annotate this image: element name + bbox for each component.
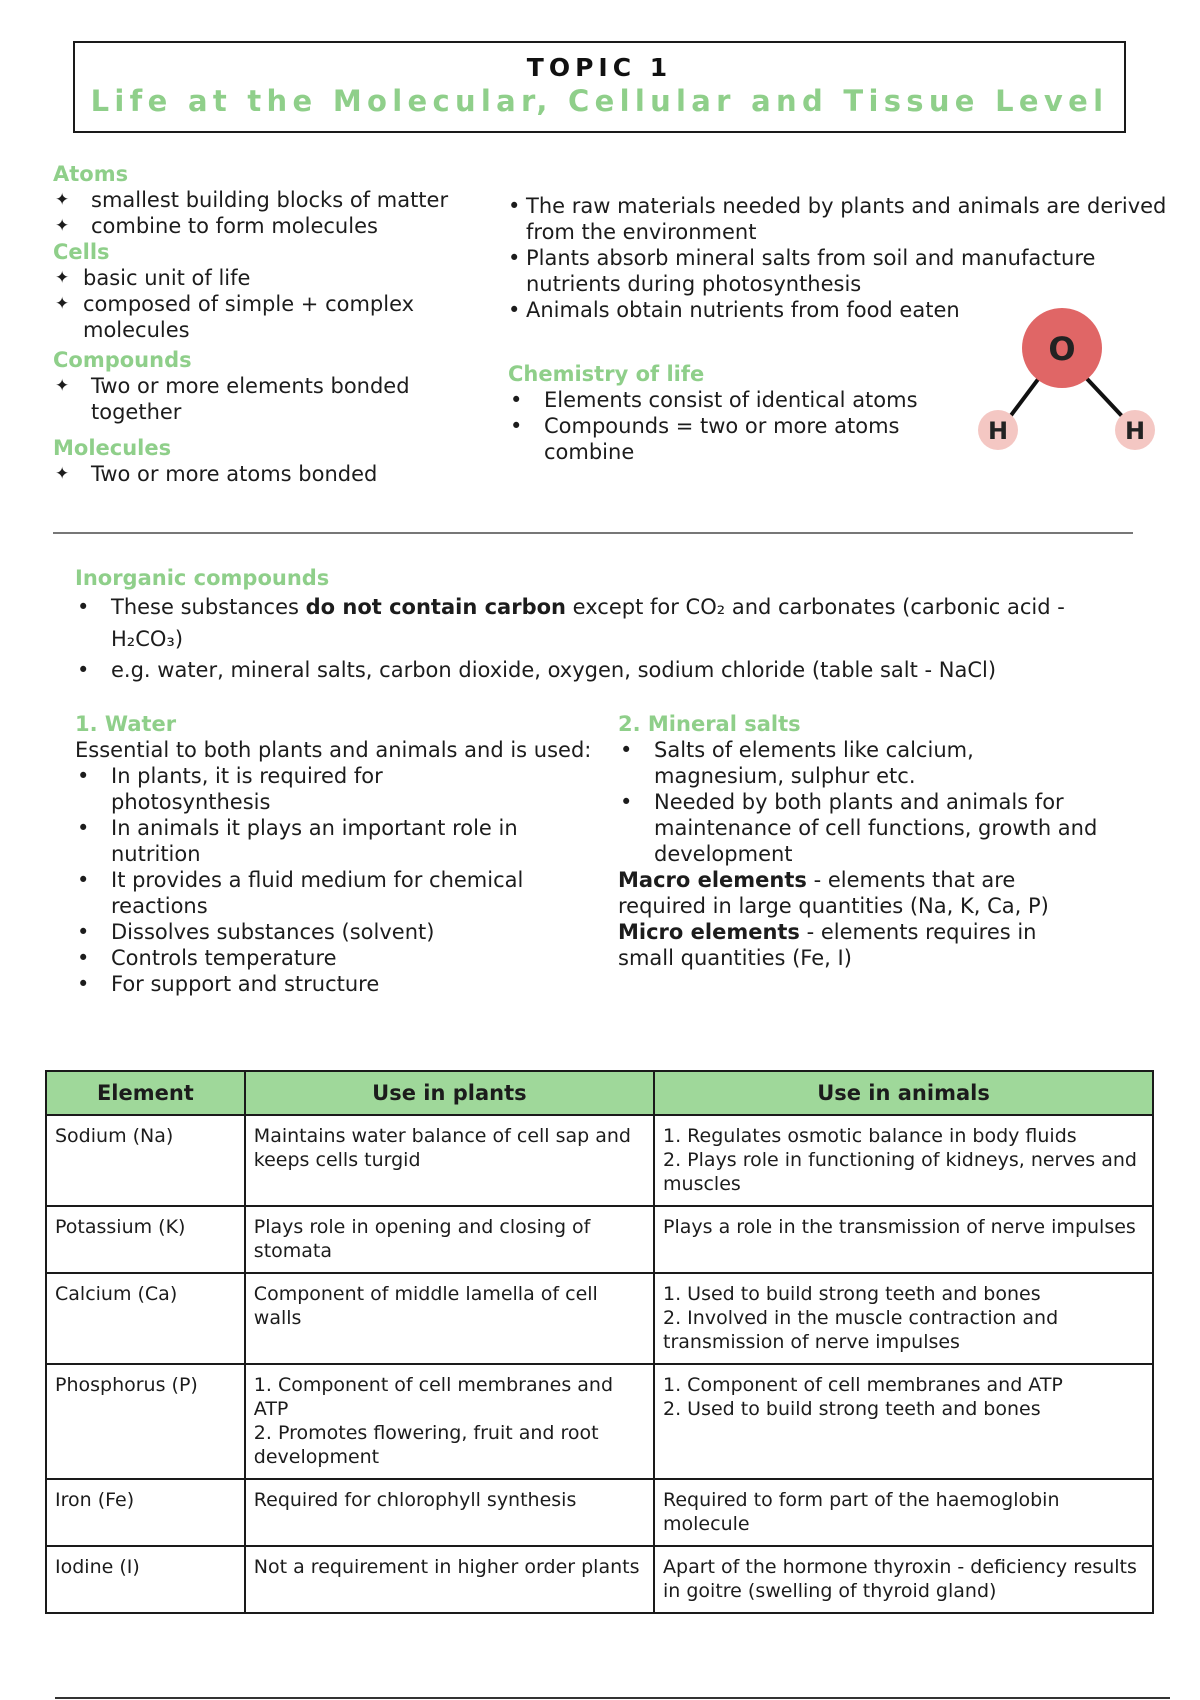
inorganic-list — [75, 591, 1115, 683]
water-list — [75, 763, 595, 997]
table-cell: Potassium (K) — [46, 1206, 245, 1273]
water-section — [75, 711, 595, 997]
table-cell: 1. Regulates osmotic balance in body fluids 2. Plays role in functioning of kidneys, nerves and muscles — [654, 1115, 1153, 1206]
chemistry-of-life — [508, 361, 978, 465]
atoms-heading: Atoms — [53, 162, 129, 186]
list-item: • Compounds = two or more atoms combine — [510, 414, 900, 464]
water-heading: 1. Water — [75, 712, 177, 736]
bottom-divider — [55, 1697, 1170, 1699]
section-divider — [53, 532, 1133, 534]
water-molecule-diagram — [970, 300, 1170, 460]
table-cell: 1. Component of cell membranes and ATP 2. Used to build strong teeth and bones — [654, 1364, 1153, 1479]
list-item: • Elements consist of identical atoms — [510, 388, 918, 412]
molecules-list — [53, 461, 503, 487]
list-item: ✦ smallest building blocks of matter — [55, 188, 449, 212]
star-bullet-icon: ✦ — [55, 376, 70, 396]
hydrogen-label-left: H — [987, 417, 1009, 445]
table-cell: Calcium (Ca) — [46, 1273, 245, 1364]
page-title: Life at the Molecular, Cellular and Tissue Level — [90, 84, 1109, 118]
title-box — [73, 41, 1126, 133]
micro-elements-note: Micro elements - elements requires in small quantities (Fe, I) — [618, 920, 1037, 970]
list-item: • Dissolves substances (solvent) — [77, 920, 435, 944]
macro-elements-note: Macro elements - elements that are required in large quantities (Na, K, Ca, P) — [618, 868, 1049, 918]
compounds-list — [53, 373, 503, 425]
minerals-list — [618, 737, 1118, 867]
table-cell: Apart of the hormone thyroxin - deficiency results in goitre (swelling of thyroid gland) — [654, 1546, 1153, 1613]
table-cell: Not a requirement in higher order plants — [245, 1546, 654, 1613]
hydrogen-label-right: H — [1124, 417, 1146, 445]
table-row — [46, 1479, 1153, 1546]
table-row — [46, 1546, 1153, 1613]
list-item: ✦ Two or more atoms bonded — [55, 462, 378, 486]
list-item: • In plants, it is required for photosynthesis — [77, 764, 383, 814]
emphasis-text: do not contain carbon — [305, 595, 566, 619]
star-bullet-icon: ✦ — [55, 294, 70, 314]
list-item: ✦ composed of simple + complex molecules — [55, 292, 415, 342]
column-header: Element — [46, 1071, 245, 1115]
table-row — [46, 1273, 1153, 1364]
micro-label: Micro elements — [618, 920, 800, 944]
table-row — [46, 1115, 1153, 1206]
table-cell: Required to form part of the haemoglobin molecule — [654, 1479, 1153, 1546]
list-item: • e.g. water, mineral salts, carbon dioxide, oxygen, sodium chloride (table salt - NaCl) — [77, 658, 997, 682]
list-item: • Plants absorb mineral salts from soil and manufacture nutrients during photosynthesis — [508, 246, 1096, 296]
list-item: ✦ combine to form molecules — [55, 214, 378, 238]
inorganic-heading: Inorganic compounds — [75, 566, 330, 590]
list-item: • These substances do not contain carbon except for CO₂ and carbonates (carbonic acid - H₂CO₃) — [77, 595, 1065, 651]
chemistry-heading: Chemistry of life — [508, 362, 705, 386]
list-item: ✦ Two or more elements bonded together — [55, 374, 410, 424]
inorganic-compounds — [75, 565, 1115, 683]
oxygen-label: O — [1048, 330, 1076, 368]
table-row — [46, 1364, 1153, 1479]
table-cell: Maintains water balance of cell sap and keeps cells turgid — [245, 1115, 654, 1206]
water-intro: Essential to both plants and animals and is used: — [75, 738, 592, 762]
column-header: Use in animals — [654, 1071, 1153, 1115]
table-cell: Component of middle lamella of cell walls — [245, 1273, 654, 1364]
list-item: • Needed by both plants and animals for maintenance of cell functions, growth and development — [620, 790, 1098, 866]
list-item: • For support and structure — [77, 972, 380, 996]
list-item: • It provides a fluid medium for chemical reactions — [77, 868, 524, 918]
table-cell: Plays role in opening and closing of stomata — [245, 1206, 654, 1273]
minerals-heading: 2. Mineral salts — [618, 712, 801, 736]
elements-table — [45, 1070, 1154, 1614]
table-cell: Iron (Fe) — [46, 1479, 245, 1546]
list-item: • Controls temperature — [77, 946, 337, 970]
star-bullet-icon: ✦ — [55, 190, 70, 210]
star-bullet-icon: ✦ — [55, 216, 70, 236]
star-bullet-icon: ✦ — [55, 464, 70, 484]
list-item: • In animals it plays an important role in nutrition — [77, 816, 518, 866]
cells-list — [53, 265, 503, 343]
table-cell: Plays a role in the transmission of nerve impulses — [654, 1206, 1153, 1273]
table-cell: Required for chlorophyll synthesis — [245, 1479, 654, 1546]
mineral-salts-section — [618, 711, 1118, 971]
table-cell: Sodium (Na) — [46, 1115, 245, 1206]
macro-label: Macro elements — [618, 868, 807, 892]
cells-heading: Cells — [53, 240, 110, 264]
topic-label: TOPIC 1 — [526, 53, 673, 82]
list-item: • Salts of elements like calcium, magnesium, sulphur etc. — [620, 738, 974, 788]
atoms-list — [53, 187, 503, 239]
left-definitions — [53, 161, 503, 487]
table-row — [46, 1206, 1153, 1273]
list-item: • The raw materials needed by plants and animals are derived from the environment — [508, 194, 1167, 244]
table-cell: 1. Used to build strong teeth and bones 2. Involved in the muscle contraction and transmission of nerve impulses — [654, 1273, 1153, 1364]
compounds-heading: Compounds — [53, 348, 192, 372]
molecules-heading: Molecules — [53, 436, 172, 460]
list-item: • Animals obtain nutrients from food eaten — [508, 298, 960, 322]
star-bullet-icon: ✦ — [55, 268, 70, 288]
table-cell: 1. Component of cell membranes and ATP 2. Promotes flowering, fruit and root development — [245, 1364, 654, 1479]
column-header: Use in plants — [245, 1071, 654, 1115]
table-header-row — [46, 1071, 1153, 1115]
table-cell: Iodine (I) — [46, 1546, 245, 1613]
list-item: ✦ basic unit of life — [55, 266, 251, 290]
chemistry-list — [508, 387, 978, 465]
table-cell: Phosphorus (P) — [46, 1364, 245, 1479]
